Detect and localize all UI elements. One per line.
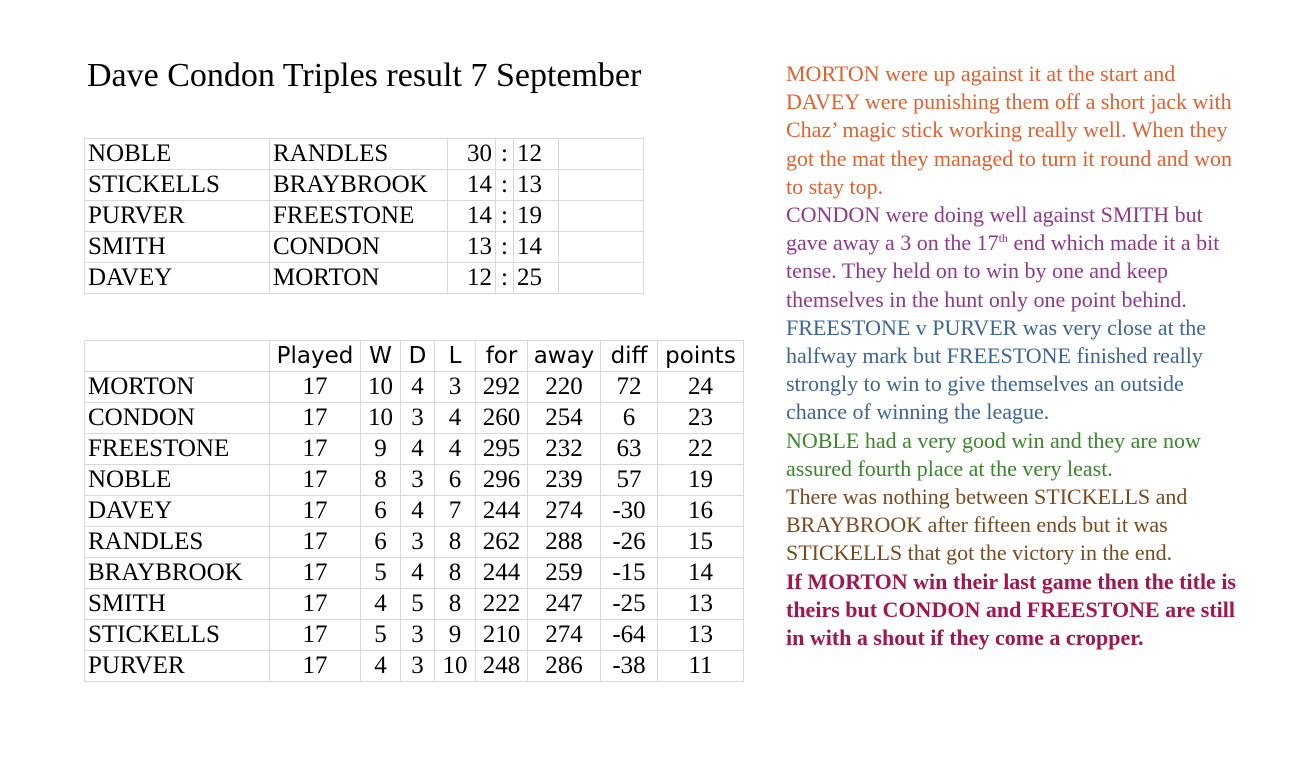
away-score: 12 (514, 139, 559, 170)
table-row (85, 372, 744, 403)
points-for: 244 (476, 496, 528, 527)
played: 17 (270, 589, 361, 620)
table-row (85, 139, 644, 170)
table-row (85, 527, 744, 558)
away-score: 25 (514, 263, 559, 294)
report-paragraph-stickells-braybrook: There was nothing between STICKELLS and BRAYBROOK after fifteen ends but it was STICKELLS that got the victory in the end. (786, 484, 1188, 566)
team-name: PURVER (85, 651, 270, 682)
home-team: STICKELLS (85, 170, 270, 201)
lost: 8 (435, 558, 476, 589)
points-for: 262 (476, 527, 528, 558)
points-for: 260 (476, 403, 528, 434)
points-diff: 72 (601, 372, 658, 403)
drawn: 3 (401, 651, 435, 682)
points-diff: 63 (601, 434, 658, 465)
team-name: MORTON (85, 372, 270, 403)
header-for: for (476, 341, 528, 372)
lost: 7 (435, 496, 476, 527)
played: 17 (270, 403, 361, 434)
empty-cell (559, 232, 644, 263)
header-diff: diff (601, 341, 658, 372)
league-points: 22 (658, 434, 744, 465)
points-for: 292 (476, 372, 528, 403)
won: 10 (361, 403, 401, 434)
league-points: 11 (658, 651, 744, 682)
home-team: PURVER (85, 201, 270, 232)
won: 5 (361, 558, 401, 589)
header-drawn: D (401, 341, 435, 372)
points-diff: 57 (601, 465, 658, 496)
score-separator: : (496, 263, 514, 294)
won: 4 (361, 651, 401, 682)
home-team: DAVEY (85, 263, 270, 294)
drawn: 3 (401, 620, 435, 651)
away-team: FREESTONE (270, 201, 448, 232)
points-away: 274 (528, 620, 601, 651)
points-away: 220 (528, 372, 601, 403)
home-score: 12 (448, 263, 496, 294)
team-name: FREESTONE (85, 434, 270, 465)
away-team: RANDLES (270, 139, 448, 170)
won: 8 (361, 465, 401, 496)
team-name: CONDON (85, 403, 270, 434)
won: 10 (361, 372, 401, 403)
league-body (85, 372, 744, 682)
empty-cell (559, 139, 644, 170)
report-text: CONDON were doing well against SMITH but gave away a 3 on the 17 (786, 202, 1203, 256)
table-row (85, 558, 744, 589)
report-paragraph-condon-smith (786, 201, 1236, 314)
results-table (84, 138, 644, 294)
league-points: 13 (658, 620, 744, 651)
home-team: SMITH (85, 232, 270, 263)
header-points: points (658, 341, 744, 372)
score-separator: : (496, 139, 514, 170)
lost: 3 (435, 372, 476, 403)
won: 6 (361, 496, 401, 527)
league-points: 14 (658, 558, 744, 589)
points-for: 295 (476, 434, 528, 465)
score-separator: : (496, 170, 514, 201)
won: 9 (361, 434, 401, 465)
played: 17 (270, 372, 361, 403)
points-away: 286 (528, 651, 601, 682)
league-points: 24 (658, 372, 744, 403)
points-for: 244 (476, 558, 528, 589)
table-row (85, 589, 744, 620)
table-row (85, 263, 644, 294)
points-away: 247 (528, 589, 601, 620)
page-title: Dave Condon Triples result 7 September (87, 57, 642, 94)
lost: 9 (435, 620, 476, 651)
home-score: 13 (448, 232, 496, 263)
drawn: 4 (401, 372, 435, 403)
table-row (85, 232, 644, 263)
points-diff: -26 (601, 527, 658, 558)
played: 17 (270, 465, 361, 496)
league-table (84, 340, 744, 682)
points-diff: 6 (601, 403, 658, 434)
table-row (85, 403, 744, 434)
match-report (786, 60, 1236, 652)
points-diff: -25 (601, 589, 658, 620)
team-name: SMITH (85, 589, 270, 620)
table-row (85, 620, 744, 651)
league-points: 16 (658, 496, 744, 527)
drawn: 5 (401, 589, 435, 620)
table-row (85, 434, 744, 465)
lost: 4 (435, 434, 476, 465)
played: 17 (270, 651, 361, 682)
report-paragraph-morton-davey: MORTON were up against it at the start and DAVEY were punishing them off a short jack with Chaz’ magic stick working really well. When they got the mat they managed to turn it round and won to stay top. (786, 61, 1233, 199)
league-points: 19 (658, 465, 744, 496)
away-score: 13 (514, 170, 559, 201)
score-separator: : (496, 201, 514, 232)
away-score: 14 (514, 232, 559, 263)
drawn: 3 (401, 465, 435, 496)
points-for: 248 (476, 651, 528, 682)
team-name: DAVEY (85, 496, 270, 527)
points-diff: -38 (601, 651, 658, 682)
report-paragraph-title-race: If MORTON win their last game then the title is theirs but CONDON and FREESTONE are still in with a shout if they come a cropper. (786, 568, 1236, 651)
points-away: 274 (528, 496, 601, 527)
score-separator: : (496, 232, 514, 263)
drawn: 4 (401, 434, 435, 465)
empty-cell (559, 201, 644, 232)
points-for: 296 (476, 465, 528, 496)
header-lost: L (435, 341, 476, 372)
empty-cell (559, 170, 644, 201)
table-row (85, 201, 644, 232)
ordinal-suffix: th (998, 231, 1008, 246)
lost: 10 (435, 651, 476, 682)
report-paragraph-noble: NOBLE had a very good win and they are now assured fourth place at the very least. (786, 427, 1201, 481)
report-text: end which made it a bit tense. They held on to win by one and keep themselves in the hunt only one point behind. (786, 230, 1220, 312)
lost: 8 (435, 527, 476, 558)
lost: 4 (435, 403, 476, 434)
league-points: 23 (658, 403, 744, 434)
away-score: 19 (514, 201, 559, 232)
points-diff: -64 (601, 620, 658, 651)
points-away: 288 (528, 527, 601, 558)
points-for: 210 (476, 620, 528, 651)
report-paragraph-freestone-purver: FREESTONE v PURVER was very close at the halfway mark but FREESTONE finished really strongly to win to give themselves an outside chance of winning the league. (786, 314, 1207, 425)
points-away: 232 (528, 434, 601, 465)
points-away: 239 (528, 465, 601, 496)
played: 17 (270, 527, 361, 558)
home-score: 14 (448, 201, 496, 232)
away-team: CONDON (270, 232, 448, 263)
played: 17 (270, 496, 361, 527)
lost: 6 (435, 465, 476, 496)
home-score: 30 (448, 139, 496, 170)
played: 17 (270, 620, 361, 651)
home-team: NOBLE (85, 139, 270, 170)
won: 5 (361, 620, 401, 651)
won: 4 (361, 589, 401, 620)
header-played: Played (270, 341, 361, 372)
points-away: 259 (528, 558, 601, 589)
points-away: 254 (528, 403, 601, 434)
header-away: away (528, 341, 601, 372)
lost: 8 (435, 589, 476, 620)
league-points: 13 (658, 589, 744, 620)
points-diff: -15 (601, 558, 658, 589)
table-row (85, 651, 744, 682)
played: 17 (270, 434, 361, 465)
away-team: MORTON (270, 263, 448, 294)
league-header-row (85, 341, 744, 372)
played: 17 (270, 558, 361, 589)
points-for: 222 (476, 589, 528, 620)
header-team (85, 341, 270, 372)
drawn: 3 (401, 527, 435, 558)
table-row (85, 496, 744, 527)
won: 6 (361, 527, 401, 558)
header-won: W (361, 341, 401, 372)
home-score: 14 (448, 170, 496, 201)
table-row (85, 170, 644, 201)
drawn: 4 (401, 558, 435, 589)
points-diff: -30 (601, 496, 658, 527)
league-points: 15 (658, 527, 744, 558)
drawn: 3 (401, 403, 435, 434)
team-name: RANDLES (85, 527, 270, 558)
table-row (85, 465, 744, 496)
drawn: 4 (401, 496, 435, 527)
empty-cell (559, 263, 644, 294)
team-name: NOBLE (85, 465, 270, 496)
away-team: BRAYBROOK (270, 170, 448, 201)
team-name: BRAYBROOK (85, 558, 270, 589)
team-name: STICKELLS (85, 620, 270, 651)
